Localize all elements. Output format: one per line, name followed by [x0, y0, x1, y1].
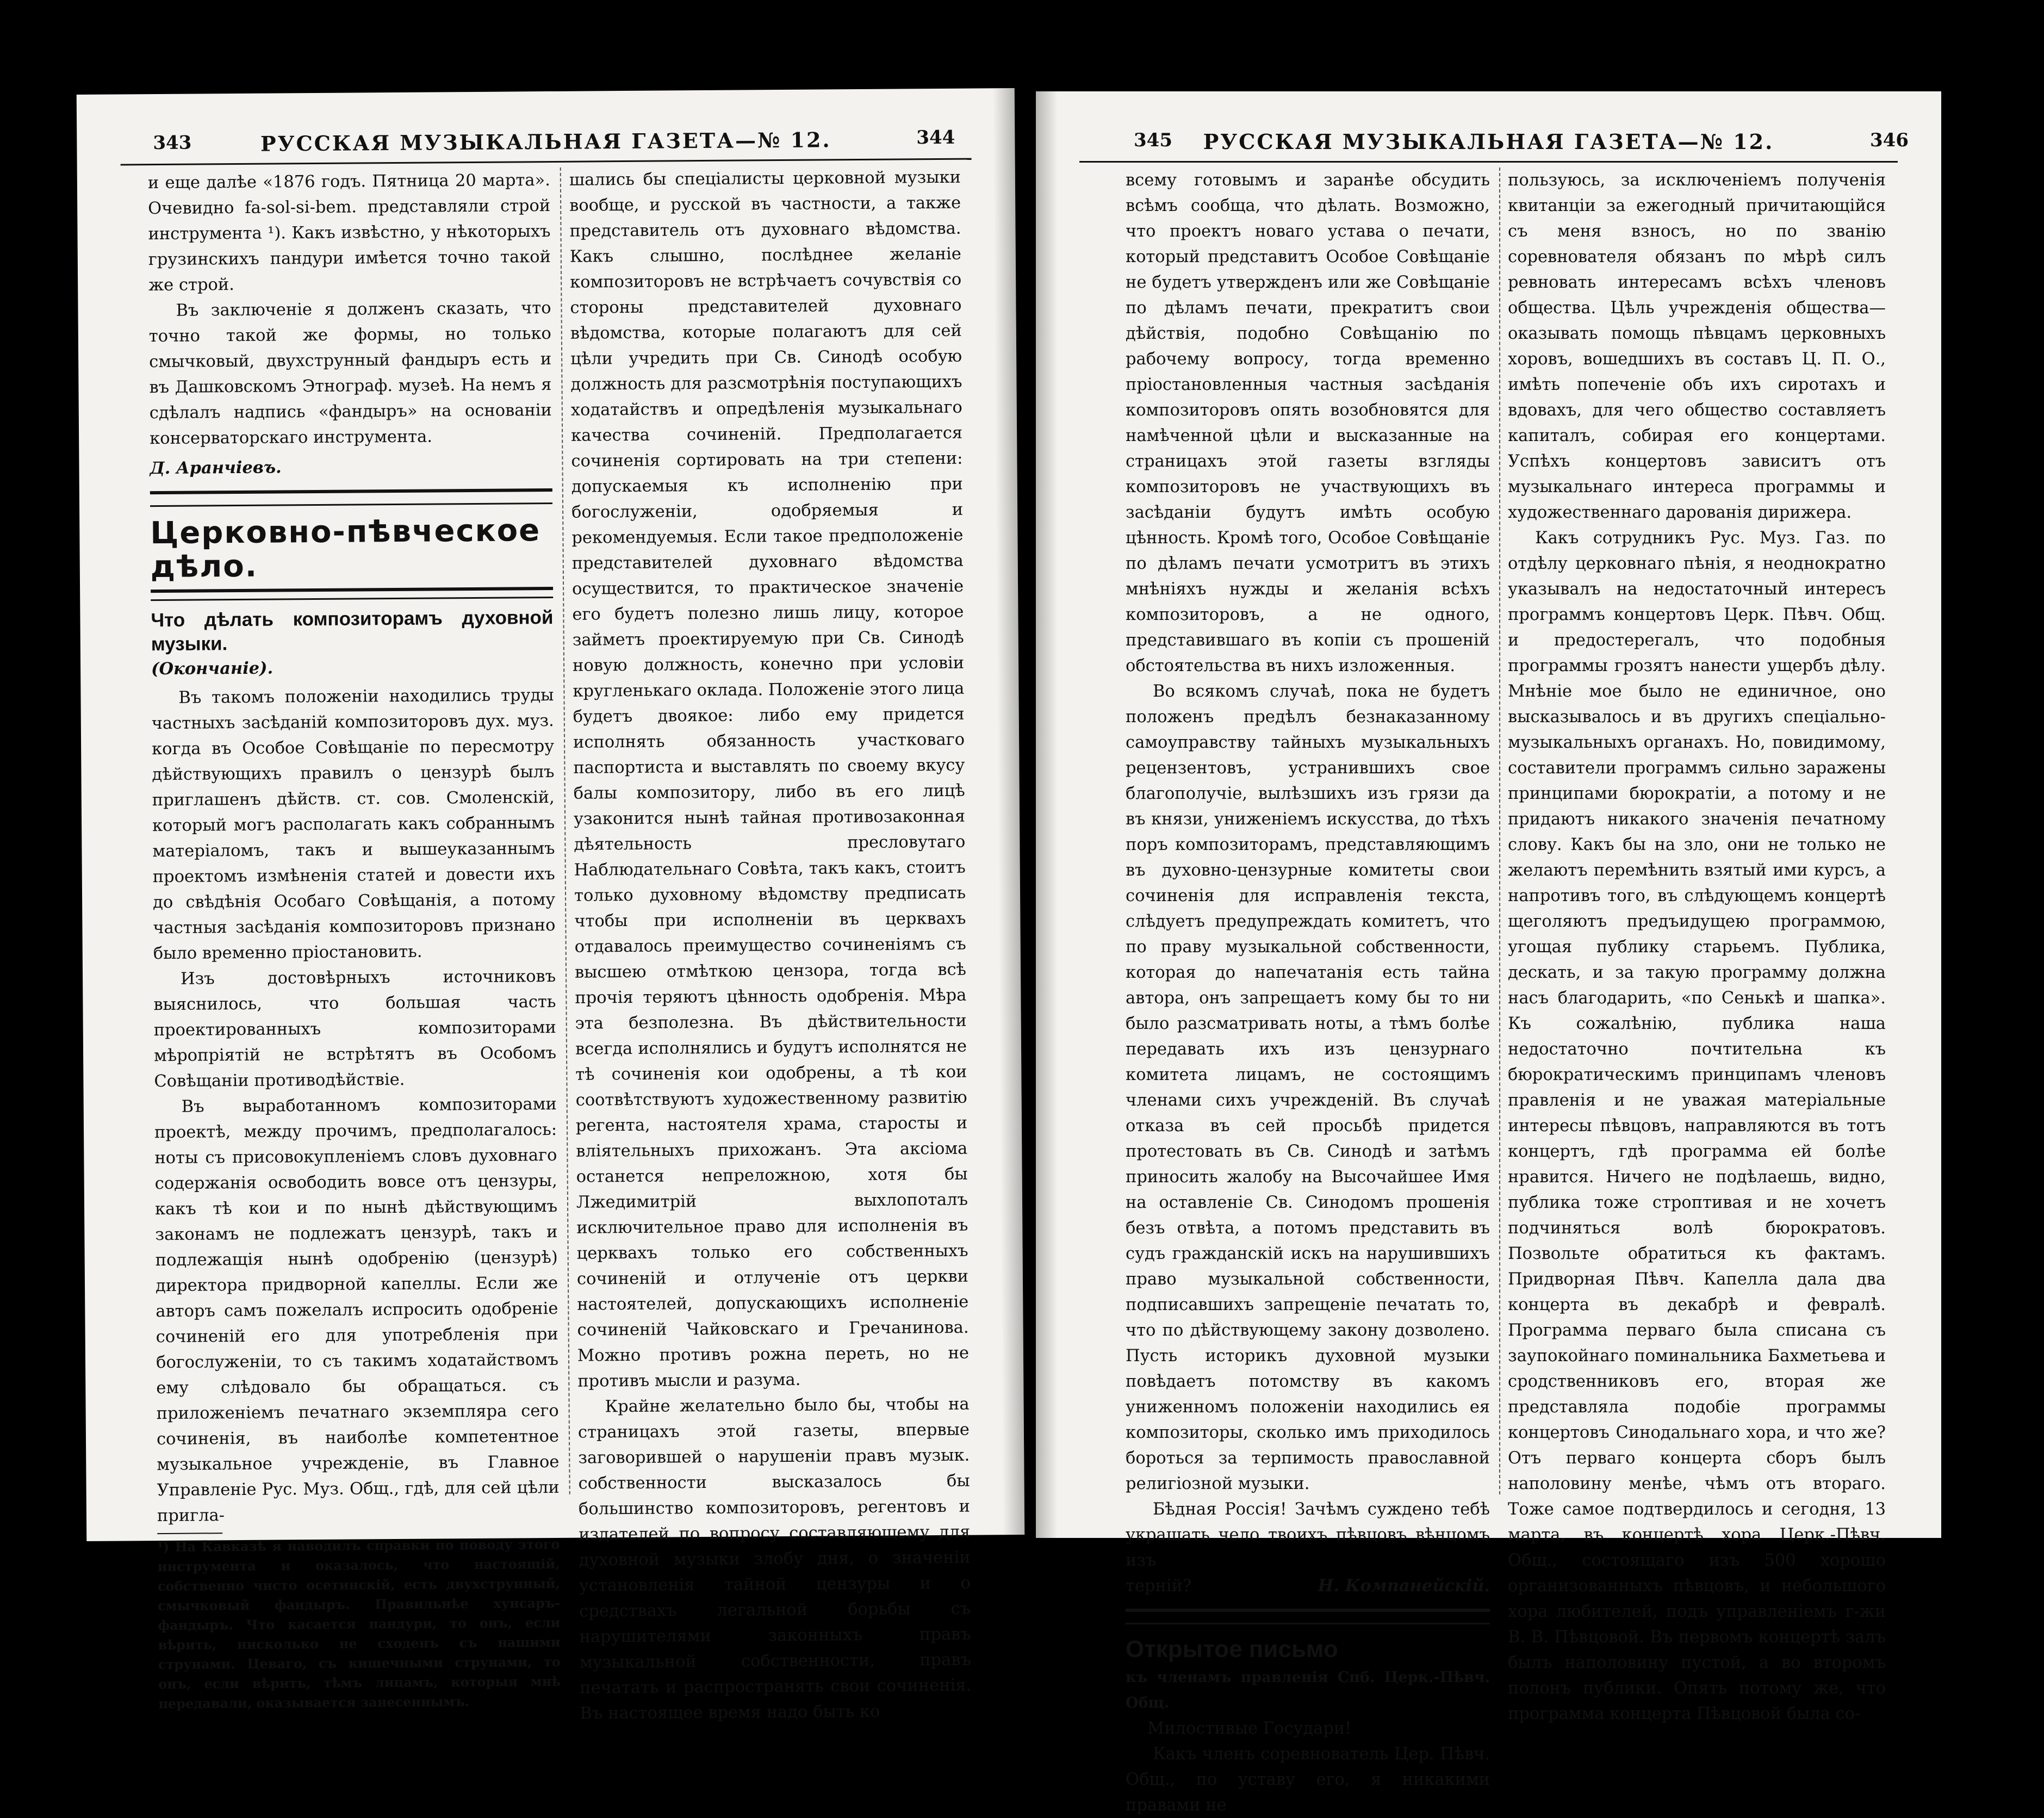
poem-signature-line	[1126, 1573, 1490, 1599]
spine-shadow	[993, 88, 1025, 1535]
paragraph: шались бы спецiалисты церковной музыки вообще, и русской въ частности, а также представитель отъ духовнаго вѣдомства. Какъ слышно, послѣднее желанiе композиторовъ не встрѣчаетъ сочувствiя со стороны представителей духовнаго вѣдомства, которые полагаютъ для сей цѣли учредить при Св. Синодѣ особую должность для разсмотрѣнiя поступающихъ ходатайствъ и опредѣленiя музыкальнаго качества сочиненiй. Предполагается сочиненiя сортировать на три степени: допускаемыя къ исполненiю при богослуженiи, одобряемыя и рекомендуемыя. Если такое предположенiе представителей духовнаго вѣдомства осуществится, то практическое значенiе его будетъ полезно лишь лицу, которое займетъ проектируемую при Св. Синодѣ новую должность, конечно при условiи кругленькаго оклада. Положенiе этого лица будетъ двоякое: либо ему придется исполнять обязанность участковаго паспортиста и выставлять по своему вкусу балы композитору, либо въ его лицѣ узаконится нынѣ тайная противозаконная дѣятельность пресловутаго Наблюдательнаго Совѣта, такъ какъ, стоитъ только духовному вѣдомству предписать чтобы при исполненiи въ церквахъ отдавалось преимущество сочиненiямъ съ высшею отмѣткою цензора, тогда всѣ прочiя теряютъ цѣнность одобренiя. Мѣра эта безполезна. Въ дѣйствительности всегда исполнялись и будутъ исполнятся не тѣ сочиненiя кои одобрены, а тѣ кои соотвѣтствуютъ художественному развитiю регента, настоятеля храма, старосты и влiятельныхъ прихожанъ. Эта аксiома останется непреложною, хотя бы Лжедимитрiй выхлопоталъ исключительное право для исполненiя въ церквахъ только его собственныхъ сочиненiй и отлученiе отъ церкви настоятелей, допускающихъ исполненiе сочиненiй Чайковскаго и Гречанинова. Можно противъ рожна переть, но не противъ мысли и разума.	[569, 167, 970, 1391]
signature: Д. Аранчiевъ.	[150, 457, 282, 479]
poem: Бѣдная Россiя! Зачѣмъ суждено тебѣ украшать чело твоихъ пѣвцовъ вѣнцомъ изъ	[1126, 1500, 1490, 1570]
running-title: РУССКАЯ МУЗЫКАЛЬНАЯ ГАЗЕТА—№ 12.	[260, 127, 831, 156]
running-title: РУССКАЯ МУЗЫКАЛЬНАЯ ГАЗЕТА—№ 12.	[1203, 129, 1774, 154]
paragraph: Какъ сотрудникъ Рус. Муз. Газ. по отдѣлу церковнаго пѣнiя, я неоднократно указывалъ на недостаточный интересъ программъ концертовъ Церк. Пѣвч. Общ. и предостерегалъ, что подобныя программы грозятъ нанести ущербъ дѣлу. Мнѣнiе мое было не единичное, оно высказывалось и въ другихъ спецiально-музыкальныхъ органахъ. Но, повидимому, составители программъ сильно заражены принципами бюрократiи, а потому и не придаютъ никакого значенiя печатному слову. Какъ бы на зло, они не только не желаютъ перемѣнить взятый ими курсъ, а напротивъ того, въ слѣдующемъ концертѣ щеголяютъ предъидущею программою, угощая публику старьемъ. Публика, дескать, и за такую программу должна насъ благодарить, «по Сенькѣ и шапка». Къ сожалѣнiю, публика наша недостаточно почтительна къ бюрократическимъ принципамъ членовъ правленiя и не уважая матерiальные интересы пѣвцовъ, направляются въ тотъ концертъ, гдѣ программа ей болѣе нравится. Ничего не подѣлаешь, видно, публика тоже строптивая и не хочетъ подчиняться волѣ бюрократовъ. Позвольте обратиться къ фактамъ. Придворная Пѣвч. Капелла дала два концерта въ декабрѣ и февралѣ. Программа перваго была списана съ заупокойнаго поминальника Бахметьева и сродственниковъ его, вторая же представляла подобiе программы концертовъ Синодальнаго хора, и что же? Отъ перваго концерта сборъ былъ наполовину менѣе, чѣмъ отъ втораго. Тоже самое подтвердилось и сегодня, 13 марта, въ концертѣ хора Церк.-Пѣвч. Общ., состоящаго изъ 500 хорошо организованныхъ пѣвцовъ, и небольшого хора любителей, подъ управленiемъ г-жи В. В. Пѣвцовой. Въ первомъ концертѣ залъ былъ наполовину пустой, а во второмъ полонъ публики. Опять потому же, что программа концерта Пѣвцовой была со-	[1508, 529, 1886, 1723]
column-right	[1508, 167, 1886, 1723]
column-divider	[1499, 167, 1500, 1494]
paragraph: Крайне желательно было бы, чтобы на страницахъ этой газеты, впервые заговорившей о нарушенiи правъ музык. собственности высказалось бы большинство композиторовъ, регентовъ и издателей по вопросу составляющему для духовной музыки злобу дня, о значенiи установленiя тайной цензуры и о средствахъ легальной борьбы съ нарушителями законныхъ правъ музыкальной собственности, правъ печатать и распространять свои сочиненiя. Въ настоящее время надо быть ко	[577, 1394, 972, 1723]
poem-author: Н. Компанейскiй.	[1318, 1576, 1490, 1596]
letter-subtitle: къ членамъ правленiя Спб. Церк.-Пѣвч. Общ.	[1126, 1669, 1490, 1711]
column-left	[147, 167, 561, 1712]
ornament-rule	[151, 587, 553, 601]
footnote: ¹) На Кавказѣ я наводилъ справки по поводу этого инструмента и оказалось, что настоящiй, собственно чисто осетинскiй, есть двухструнный, смычковый фандыръ. Правильнѣе хунсаръ-фандыръ. Что касается пандури, то онъ, если вѣрить, нисколько не сходенъ съ нашими струнами. Цеваго, съ кишечными струнами, то онъ, если вѣрить, тѣмъ лицамъ, которыя мнѣ передавали, оказывается занесеннымъ.	[157, 1536, 561, 1712]
paragraph: Въ такомъ положенiи находились труды частныхъ засѣданiй композиторовъ дух. муз. когда въ Особое Совѣщанiе по пересмотру дѣйствующихъ правилъ о цензурѣ былъ приглашенъ дѣйств. ст. сов. Смоленскiй, который могъ располагать какъ собраннымъ матерiаломъ, такъ и вышеуказаннымъ проектомъ измѣненiя статей и довести ихъ до свѣдѣнiя Особаго Совѣщанiя, а потому частныя засѣданiя композиторовъ признано было временно прiостановить.	[151, 685, 556, 964]
section-title: Церковно-пѣвческое дѣло.	[150, 513, 541, 585]
letter-title: Открытое письмо	[1126, 1636, 1338, 1662]
page-number: 345	[1134, 129, 1172, 151]
ornament-rule	[150, 488, 552, 507]
footnote-rule	[157, 1532, 222, 1534]
paragraph: Въ выработанномъ композиторами проектѣ, между прочимъ, предполагалось: ноты съ присовокупленiемъ словъ духовнаго содержанiя освободить вовсе отъ цензуры, какъ тѣ кои и по нынѣ дѣйствующимъ законамъ не подлежатъ цензурѣ, такъ и подлежащiя нынѣ одобренiю (цензурѣ) директора придворной капеллы. Если же авторъ самъ пожелалъ испросить одобренiе сочиненiй его для употребленiя при богослуженiи, то съ такимъ ходатайствомъ ему слѣдовало бы обращаться. съ приложенiемъ печатнаго экземпляра сего сочиненiя, въ наиболѣе компетентное музыкальное учрежденiе, въ Главное Управленiе Рус. Муз. Общ., гдѣ, для сей цѣли пригла-	[154, 1094, 560, 1526]
spine-shadow	[1036, 91, 1058, 1538]
poem-end: тернiй?	[1126, 1577, 1192, 1596]
column-right	[569, 165, 972, 1723]
column-left	[1126, 167, 1490, 1815]
header-rule	[1079, 161, 1898, 163]
article-title: Что дѣлать композиторамъ духовной музыки.	[151, 606, 554, 655]
paragraph: Какъ членъ соревнователь Цер. Пѣвч. Общ., по уставу его, я никакими правами не	[1126, 1745, 1490, 1815]
paragraph: Въ заключенiе я долженъ сказать, что точно такой же формы, но только смычковый, двухструнный фандыръ есть и въ Дашковскомъ Этнограф. музеѣ. На немъ я сдѣлалъ надпись «фандыръ» на основанiи консерваторскаго инструмента.	[148, 298, 552, 449]
page-number: 344	[916, 126, 955, 149]
left-page	[77, 88, 1025, 1723]
article-subtitle: (Окончанiе).	[151, 658, 274, 679]
paragraph: и еще далѣе «1876 годъ. Пятница 20 марта». Очевидно fa-sol-si-bem. представляли строй инструмента ¹). Какъ извѣстно, у нѣкоторыхъ грузинскихъ пандури имѣется точно такой же строй.	[147, 170, 551, 295]
column-divider	[560, 167, 570, 1494]
salutation: Милостивые Государи!	[1147, 1719, 1352, 1738]
paragraph: пользуюсь, за исключенiемъ полученiя квитанцiи за ежегодный причитающiйся съ меня взносъ, но по званiю соревнователя обязанъ по мѣрѣ силъ ревновать интересамъ всѣхъ членовъ общества. Цѣль учрежденiя общества—оказывать помощь пѣвцамъ церковныхъ хоровъ, вошедшихъ въ составъ Ц. П. О., имѣть попеченiе объ ихъ сиротахъ и вдовахъ, для чего общество составляетъ капиталъ, собирая его концертами. Успѣхъ концертовъ зависитъ отъ музыкальнаго интереса программы и художественнаго дарованiя дирижера.	[1508, 171, 1886, 522]
page-number: 346	[1870, 129, 1909, 151]
ornament-rule	[1126, 1609, 1490, 1624]
paragraph: Изъ достовѣрныхъ источниковъ выяснилось, что большая часть проектированныхъ композиторами мѣропрiятiй не встрѣтятъ въ Особомъ Совѣщанiи противодѣйствiе.	[153, 966, 557, 1091]
paragraph: всему готовымъ и заранѣе обсудить всѣмъ сообща, что дѣлать. Возможно, что проектъ новаго устава о печати, который представитъ Особое Совѣщанiе не будетъ утвержденъ или же Совѣщанiе по дѣламъ печати, прекратитъ свои дѣйствiя, подобно Совѣщанiю по рабочему вопросу, тогда временно прiостановленныя частныя засѣданiя композиторовъ опять возобновятся для намѣченной цѣли и высказанные на страницахъ этой газеты взгляды композиторовъ не участвующихъ въ засѣданiи будутъ имѣть особую цѣнность. Кромѣ того, Особое Совѣщанiе по дѣламъ печати усмотритъ въ этихъ мнѣнiяхъ нужды и желанiя всѣхъ композиторовъ, а не одного, представившаго въ копiи съ прошенiй обстоятельства въ нихъ изложенныя.	[1126, 171, 1490, 675]
page-number: 343	[153, 132, 192, 154]
paragraph: Во всякомъ случаѣ, пока не будетъ положенъ предѣлъ безнаказанному самоуправству тайныхъ музыкальныхъ рецензентовъ, устранившихъ свое благополучiе, вылѣзшихъ изъ грязи да въ князи, униженiемъ искусства, до тѣхъ поръ композиторамъ, представляющимъ въ духовно-цензурные комитеты свои сочиненiя для исправленiя текста, слѣдуетъ предупреждать комитетъ, что по праву музыкальной собственности, которая до напечатанiя есть тайна автора, онъ запрещаетъ кому бы то ни было разсматривать ноты, а тѣмъ болѣе передавать ихъ изъ цензурнаго комитета лицамъ, не состоящимъ членами сихъ учрежденiй. Въ случаѣ отказа въ сей просьбѣ придется протестовать въ Св. Синодѣ и затѣмъ приносить жалобу на Высочайшее Имя на оставленiе Св. Синодомъ прошенiя безъ отвѣта, а потомъ представить въ судъ гражданскiй искъ на нарушившихъ право музыкальной собственности, подписавшихъ запрещенiе печатать то, что по дѣйствующему закону дозволено. Пусть историкъ духовной музыки повѣдаетъ потомству въ какомъ униженномъ положенiи находились ея композиторы, сколько имъ приходилось бороться за терпимость православной религiозной музыки.	[1126, 682, 1490, 1493]
right-page	[1036, 91, 1941, 1815]
